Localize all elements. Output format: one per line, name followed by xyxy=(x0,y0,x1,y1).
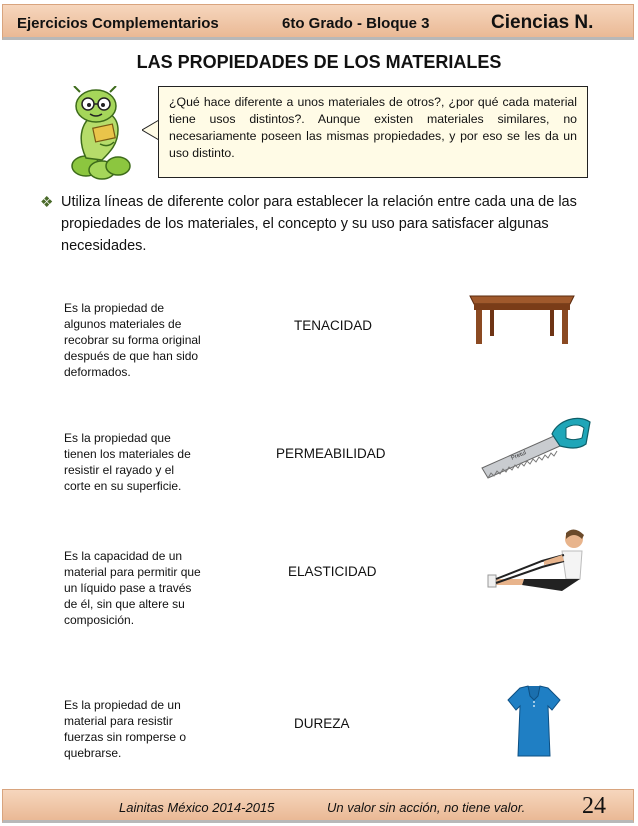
saw-icon xyxy=(478,412,596,482)
page-number: 24 xyxy=(582,793,606,819)
definition-3: Es la capacidad de un material para permitir que un líquido pase a través de él, sin que altere su composición. xyxy=(64,549,201,627)
worm-icon xyxy=(56,86,156,186)
definition-2: Es la propiedad que tienen los materiales de resistir el rayado y el corte en su superficie. xyxy=(64,431,191,493)
property-1: TENACIDAD xyxy=(294,318,373,333)
property-3: ELASTICIDAD xyxy=(288,564,377,579)
page-title: LAS PROPIEDADES DE LOS MATERIALES xyxy=(136,52,502,72)
property-4: DUREZA xyxy=(294,716,350,731)
header-subject: Ciencias N. xyxy=(491,12,594,33)
header-bar xyxy=(2,4,634,40)
exercise-band-icon xyxy=(482,527,592,607)
header-middle: 6to Grado - Bloque 3 xyxy=(282,15,430,32)
definition-1: Es la propiedad de algunos materiales de recobrar su forma original después de que han sido deformados. xyxy=(64,301,201,379)
footer-left: Lainitas México 2014-2015 xyxy=(119,800,275,815)
bubble-text: ¿Qué hace diferente a unos materiales de otros?, ¿por qué cada material tiene usos distintos?. Aunque existen materiales similares, no necesariamente poseen las mismas propiedades, y por eso se les da un uso distinto. xyxy=(169,95,577,160)
definition-4: Es la propiedad de un material para resistir fuerzas sin romperse o quebrarse. xyxy=(64,698,187,760)
property-2: PERMEABILIDAD xyxy=(276,446,386,461)
instruction-text: Utiliza líneas de diferente color para establecer la relación entre cada una de las propiedades de los materiales, el concepto y su uso para satisfacer algunas necesidades. xyxy=(61,194,577,254)
shirt-icon xyxy=(506,684,562,758)
question-bubble xyxy=(158,86,588,178)
diamond-bullet-icon: ❖ xyxy=(40,194,54,211)
instruction xyxy=(40,191,596,257)
footer-bar xyxy=(2,789,634,823)
svg-text:Pretul: Pretul xyxy=(510,450,528,462)
footer-motto: Un valor sin acción, no tiene valor. xyxy=(327,800,526,815)
header-left: Ejercicios Complementarios xyxy=(17,15,219,32)
table-icon xyxy=(466,290,578,346)
